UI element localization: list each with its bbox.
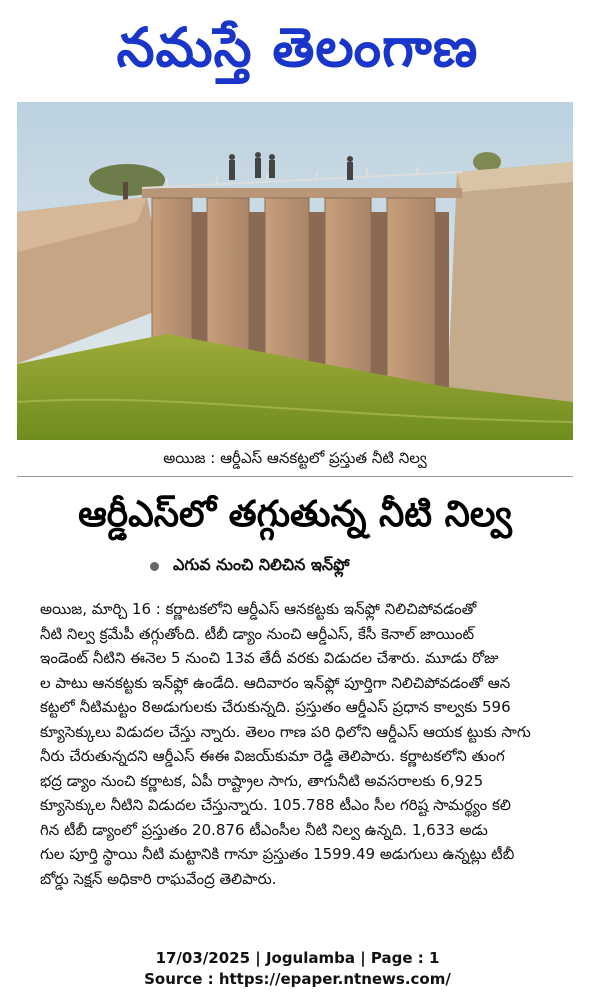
body-line: నీరు చేరుతున్నదని ఆర్డీఎస్ ఈఈ విజయ్‌కుమా రెడ్డి తెలిపారు. కర్ణాటకలోని తుంగ: [40, 747, 505, 765]
body-line: గుల పూర్తి స్థాయి నీటి మట్టానికి గానూ ప్రస్తుతం 1599.49 అడుగులు ఉన్నట్లు టీబీ: [40, 845, 515, 863]
dam-illustration: [17, 102, 573, 440]
subheadline: [150, 552, 480, 580]
body-line: క్యూసెక్కుల నీటిని విడుదల చేస్తున్నారు. 105.788 టీఎం సీల గరిష్ట సామర్థ్యం కలి: [40, 796, 511, 814]
edition-line: 17/03/2025 | Jogulamba | Page : 1: [155, 949, 440, 967]
body-line: ఇండెంట్ నీటిని ఈనెల 5 నుంచి 13వ తేదీ వరకు విడుదల చేశారు. మూడు రోజు: [40, 649, 499, 667]
bullet-icon: [150, 562, 159, 571]
masthead: [0, 0, 595, 95]
source-line: Source : https://epaper.ntnews.com/: [144, 970, 451, 988]
headline: ఆర్డీఎస్‌లో తగ్గుతున్న నీటి నిల్వ: [78, 494, 512, 535]
newspaper-logo: నమస్తే తెలంగాణ: [116, 15, 479, 79]
article-body: [40, 597, 560, 927]
body-line: గిన టీబీ డ్యాంలో ప్రస్తుతం 20.876 టీఎంసీల నీటి నిల్వ ఉన్నది. 1,633 అడు: [40, 820, 488, 839]
body-line: బోర్డు సెక్షన్ అధికారి రాఘవేంద్ర తెలిపారు.: [40, 869, 277, 888]
footer: [0, 948, 595, 992]
photo-caption: అయిజ : ఆర్డీఎస్ ఆనకట్టలో ప్రస్తుత నీటి నిల్వ: [163, 449, 427, 467]
body-line: కట్టలో నీటిమట్టం 8అడుగులకు చేరుకున్నది. ప్రస్తుతం ఆర్డీఎస్ ప్రధాన కాల్వకు 596: [40, 698, 511, 716]
dam-photo: [17, 102, 573, 440]
divider: [17, 476, 573, 477]
body-line: క్యూసెక్కులు విడుదల చేస్తు న్నారు. తెలం గాణ పరి ధిలోని ఆర్డీఎస్ ఆయక ట్టుకు సాగు: [40, 722, 531, 741]
body-line: భద్ర డ్యాం నుంచి కర్ణాటక, ఏపీ రాష్ట్రాల సాగు, తాగునీటి అవసరాలకు 6,925: [40, 771, 484, 790]
body-line: ల పాటు ఆనకట్టకు ఇన్‌ఫ్లో ఉండేది. ఆదివారం ఇన్‌ఫ్లో పూర్తిగా నిలిచిపోవడంతో ఆన: [40, 673, 511, 692]
body-line: నీటి నిల్వ క్రమేపీ తగ్గుతోంది. టీబీ డ్యాం నుంచి ఆర్డీఎస్, కేసీ కెనాల్ జాయింట్: [40, 624, 475, 643]
subheadline-text: ఎగువ నుంచి నిలిచిన ఇన్‌ఫ్లో: [173, 554, 350, 574]
body-line: అయిజ, మార్చి 16 : కర్ణాటకలోని ఆర్డీఎస్ ఆనకట్టకు ఇన్‌ఫ్లో నిలిచిపోవడంతో: [40, 600, 477, 618]
